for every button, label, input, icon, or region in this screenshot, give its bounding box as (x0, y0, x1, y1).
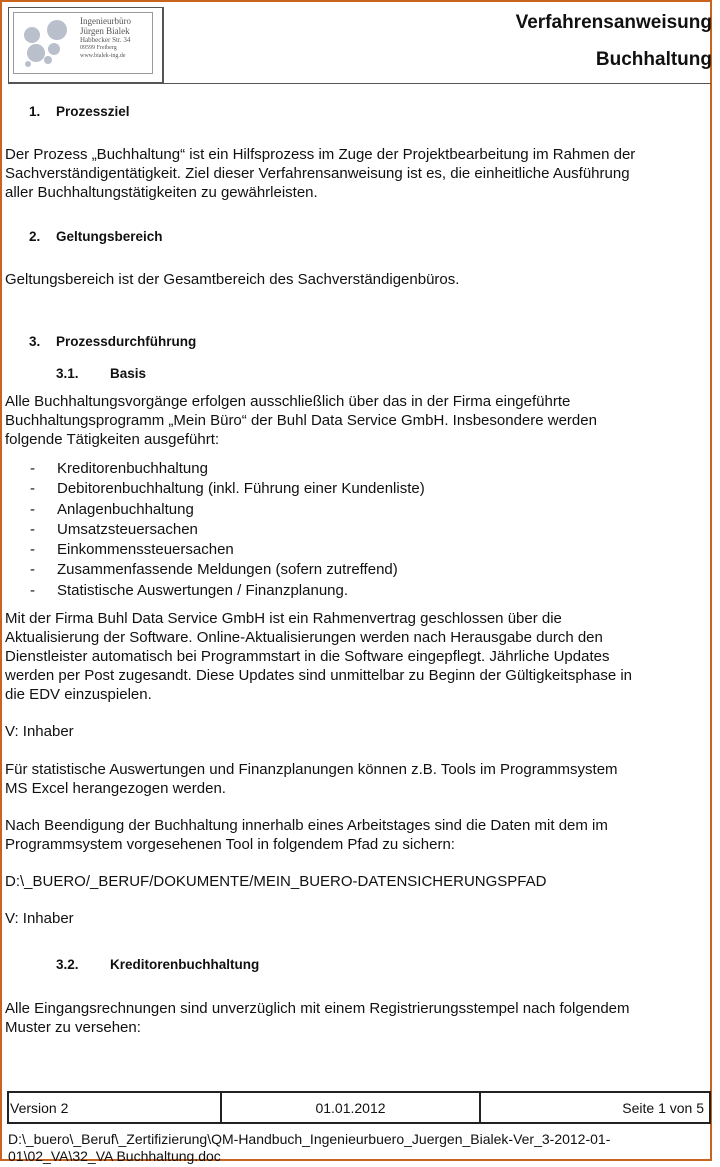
logo-line-1: Ingenieurbüro (80, 16, 131, 26)
paragraph-3-line-1: Für statistische Auswertungen und Finanzplanungen können z.B. Tools im Programmsystem (5, 761, 618, 778)
footer-divider-2 (479, 1093, 481, 1122)
section-2-line-1: Geltungsbereich ist der Gesamtbereich des Sachverständigenbüros. (5, 271, 460, 288)
logo-line-2: Jürgen Bialek (80, 26, 130, 36)
section-1-line-3: aller Buchhaltungstätigkeiten zu gewährleisten. (5, 184, 318, 201)
backup-path: D:\_BUERO/_BERUF/DOKUMENTE/MEIN_BUERO-DATENSICHERUNGSPFAD (5, 873, 547, 890)
paragraph-2-line-3: Dienstleister automatisch bei Programmstart in die Software eingepflegt. Jährliche Updates (5, 648, 610, 665)
section-2-number: 2. (29, 229, 41, 244)
footer-file-path (8, 1131, 610, 1165)
footer-page-number: Seite 1 von 5 (622, 1100, 704, 1116)
subsection-3-1-number: 3.1. (56, 366, 79, 381)
paragraph-3-line-2: MS Excel herangezogen werden. (5, 780, 226, 797)
logo-line-3: Habbecker Str. 34 (80, 36, 131, 44)
footer-path-line-1: D:\_buero\_Beruf\_Zertifizierung\QM-Handbuch_Ingenieurbuero_Juergen_Bialek-Ver_3-2012-01- (8, 1131, 611, 1147)
basis-intro-line-2: Buchhaltungsprogramm „Mein Büro“ der Buhl Data Service GmbH. Insbesondere werden (5, 412, 597, 429)
paragraph-4-line-1: Nach Beendigung der Buchhaltung innerhalb eines Arbeitstages sind die Daten mit dem im (5, 817, 608, 834)
basis-intro-line-1: Alle Buchhaltungsvorgänge erfolgen ausschließlich über das in der Firma eingeführte (5, 393, 571, 410)
document-subtitle: Buchhaltung (595, 49, 712, 70)
kreditoren-line-1: Alle Eingangsrechnungen sind unverzüglich mit einem Registrierungsstempel nach folgendem (5, 1000, 630, 1017)
subsection-3-2-title: Kreditorenbuchhaltung (110, 957, 260, 972)
footer-version: Version 2 (10, 1100, 69, 1116)
paragraph-2-line-1: Mit der Firma Buhl Data Service GmbH ist ein Rahmenvertrag geschlossen über die (5, 610, 562, 627)
section-3-number: 3. (29, 334, 41, 349)
paragraph-2-line-5: die EDV einzuspielen. (5, 686, 152, 703)
header-underline (8, 83, 711, 84)
section-1-line-2: Sachverständigentätigkeit. Ziel dieser Verfahrensanweisung ist es, die einheitliche Ausführung (5, 165, 630, 182)
logo-circles-icon (16, 15, 86, 73)
paragraph-2-line-2: Aktualisierung der Software. Online-Aktualisierungen werden nach Herausgabe durch den (5, 629, 603, 646)
kreditoren-line-2: Muster zu versehen: (5, 1019, 141, 1036)
section-1-title: Prozessziel (56, 104, 130, 119)
document-title: Verfahrensanweisung (515, 12, 712, 33)
section-3-title: Prozessdurchführung (56, 334, 197, 349)
responsibility-1: V: Inhaber (5, 723, 74, 740)
logo-line-4: 09599 Freiberg (80, 45, 117, 51)
paragraph-4-line-2: Programmsystem vorgesehenen Tool in folgendem Pfad zu sichern: (5, 836, 455, 853)
section-1-number: 1. (29, 104, 41, 119)
responsibility-2: V: Inhaber (5, 910, 74, 927)
paragraph-2-line-4: werden per Post zugesandt. Diese Updates sind unmittelbar zu Beginn der Gültigkeitsphase in (5, 667, 633, 684)
section-2-title: Geltungsbereich (56, 229, 163, 244)
subsection-3-2-number: 3.2. (56, 957, 79, 972)
section-1-line-1: Der Prozess „Buchhaltung“ ist ein Hilfsprozess im Zuge der Projektbearbeitung im Rahmen der (5, 146, 636, 163)
logo-line-5: www.bialek-ing.de (80, 53, 126, 59)
footer-path-line-2: 01\02_VA\32_VA Buchhaltung.doc (8, 1148, 221, 1164)
header-divider (163, 7, 164, 83)
subsection-3-1-title: Basis (110, 366, 147, 381)
footer-date: 01.01.2012 (315, 1100, 386, 1116)
footer-table (7, 1091, 711, 1124)
basis-intro-line-3: folgende Tätigkeiten ausgeführt: (5, 431, 220, 448)
logo-text (80, 16, 155, 60)
